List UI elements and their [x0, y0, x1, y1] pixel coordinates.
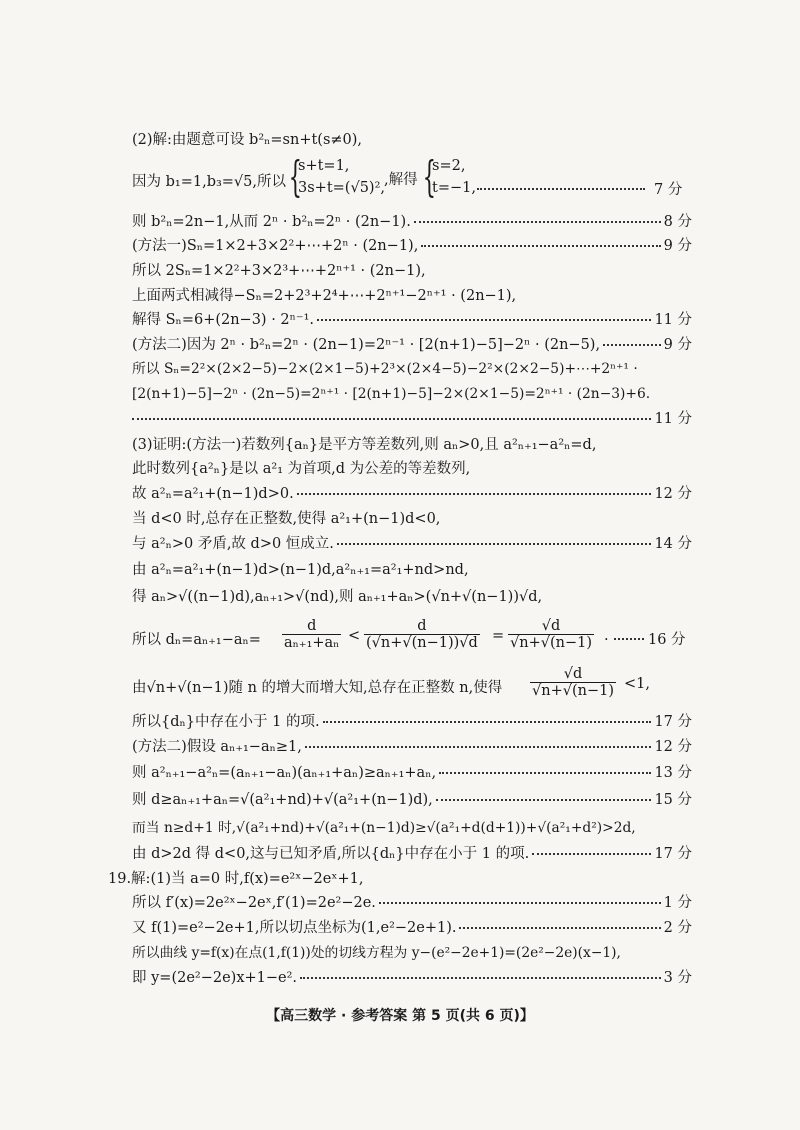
score: 9 分	[663, 337, 692, 353]
score: 11 分	[654, 411, 692, 427]
score: 12 分	[654, 486, 692, 502]
score: 9 分	[663, 238, 692, 254]
line: (方法一)Sₙ=1×2+3×2²+⋯+2ⁿ · (2n−1), 9 分	[132, 238, 692, 254]
leader-dots	[614, 638, 644, 640]
line-question-19: 19.解:(1)当 a=0 时,f(x)=e²ˣ−2eˣ+1,	[108, 871, 364, 887]
line: 则 a²ₙ₊₁−a²ₙ=(aₙ₊₁−aₙ)(aₙ₊₁+aₙ)≥aₙ₊₁+aₙ, 13 分	[132, 765, 692, 781]
line: 与 a²ₙ>0 矛盾,故 d>0 恒成立. 14 分	[132, 536, 692, 552]
fraction: $\frac{d}{(√n+√(n-1))√d}$	[366, 618, 478, 651]
line-2-intro: (2)解:由题意可设 b²ₙ=sn+t(s≠0),	[132, 132, 363, 148]
leader-dots	[477, 188, 645, 190]
line: 解得 Sₙ=6+(2n−3) · 2ⁿ⁻¹. 11 分	[132, 312, 692, 328]
line: 所以{dₙ}中存在小于 1 的项. 17 分	[132, 714, 692, 730]
score: 17 分	[654, 714, 692, 730]
score: 16 分	[648, 632, 686, 648]
line: 故 a²ₙ=a²₁+(n−1)d>0. 12 分	[132, 486, 692, 502]
line: 由 a²ₙ=a²₁+(n−1)d>(n−1)d,a²ₙ₊₁=a²₁+nd>nd,	[132, 562, 469, 578]
line-system: 因为 b₁=1,b₃=√5,所以 { s+t=1, 3s+t=(√5)², ,解得 { s=2, t=−1, 7 分	[132, 152, 683, 201]
line	[132, 410, 692, 428]
score: 2 分	[663, 920, 692, 936]
score: 3 分	[663, 970, 692, 986]
line-fraction: 由√n+√(n−1)随 n 的增大而增大知,总存在正整数 n,使得 $\frac{√d}{√n+√(n-1)}$ <1,	[132, 666, 650, 699]
score: 8 分	[663, 214, 692, 230]
left-brace-icon: {	[422, 152, 437, 201]
left-brace-icon: {	[288, 152, 303, 201]
line: 上面两式相减得−Sₙ=2+2³+2⁴+⋯+2ⁿ⁺¹−2ⁿ⁺¹ · (2n−1),	[132, 288, 517, 304]
score: 12 分	[654, 739, 692, 755]
score: 17 分	[654, 846, 692, 862]
line: 所以 f′(x)=2e²ˣ−2eˣ,f′(1)=2e²−2e. 1 分	[132, 895, 692, 911]
line: 而当 n≥d+1 时,√(a²₁+nd)+√(a²₁+(n−1)d)≥√(a²₁+d(d+1))+√(a²₁+d²)>2d,	[132, 820, 636, 836]
line: 所以 2Sₙ=1×2²+3×2³+⋯+2ⁿ⁺¹ · (2n−1),	[132, 263, 426, 279]
line: (3)证明:(方法一)若数列{aₙ}是平方等差数列,则 aₙ>0,且 a²ₙ₊₁−a²ₙ=d,	[132, 437, 597, 453]
line: 得 aₙ>√((n−1)d),aₙ₊₁>√(nd),则 aₙ₊₁+aₙ>(√n+√(n−1))√d,	[132, 589, 543, 605]
fraction: $\frac{√d}{√n+√(n-1)}$	[532, 666, 614, 699]
page-footer: 【高三数学 · 参考答案 第 5 页(共 6 页)】	[266, 1008, 534, 1024]
score: 11 分	[654, 312, 692, 328]
line: 即 y=(2e²−2e)x+1−e². 3 分	[132, 970, 692, 986]
score: 14 分	[654, 536, 692, 552]
line: 此时数列{a²ₙ}是以 a²₁ 为首项,d 为公差的等差数列,	[132, 461, 471, 477]
line: (方法二)假设 aₙ₊₁−aₙ≥1, 12 分	[132, 739, 692, 755]
line: 由 d>2d 得 d<0,这与已知矛盾,所以{dₙ}中存在小于 1 的项. 17 分	[132, 846, 692, 862]
score: 15 分	[654, 792, 692, 808]
score: 13 分	[654, 765, 692, 781]
line: 又 f(1)=e²−2e+1,所以切点坐标为(1,e²−2e+1). 2 分	[132, 920, 692, 936]
fraction: $\frac{d}{\text{aₙ₊₁+aₙ}}$	[284, 618, 340, 651]
line: 所以曲线 y=f(x)在点(1,f(1))处的切线方程为 y−(e²−2e+1)=(2e²−2e)(x−1),	[132, 945, 621, 961]
line: 所以 Sₙ=2²×(2×2−5)−2×(2×1−5)+2³×(2×4−5)−2²×(2×2−5)+⋯+2ⁿ⁺¹ ·	[132, 361, 638, 377]
line: 则 b²ₙ=2n−1,从而 2ⁿ · b²ₙ=2ⁿ · (2n−1). 8 分	[132, 214, 692, 230]
score: 7 分	[654, 182, 683, 198]
line-fraction: 所以 dₙ=aₙ₊₁−aₙ= $\frac{d}{\text{aₙ₊₁+aₙ}}$ < $\frac{d}{(√n+√(n-1))√d}$ = $\frac{√d}{√n+√(n-1)}$ . 16 分	[132, 618, 686, 651]
score: 1 分	[663, 895, 692, 911]
line: [2(n+1)−5]−2ⁿ · (2n−5)=2ⁿ⁺¹ · [2(n+1)−5]−2×(2×1−5)=2ⁿ⁺¹ · (2n−3)+6.	[132, 386, 651, 402]
line: 则 d≥aₙ₊₁+aₙ=√(a²₁+nd)+√(a²₁+(n−1)d), 15 分	[132, 792, 692, 808]
line: 当 d<0 时,总存在正整数,使得 a²₁+(n−1)d<0,	[132, 511, 441, 527]
line: (方法二)因为 2ⁿ · b²ₙ=2ⁿ · (2n−1)=2ⁿ⁻¹ · [2(n+1)−5]−2ⁿ · (2n−5), 9 分	[132, 337, 692, 353]
fraction: $\frac{√d}{√n+√(n-1)}$	[510, 618, 592, 651]
